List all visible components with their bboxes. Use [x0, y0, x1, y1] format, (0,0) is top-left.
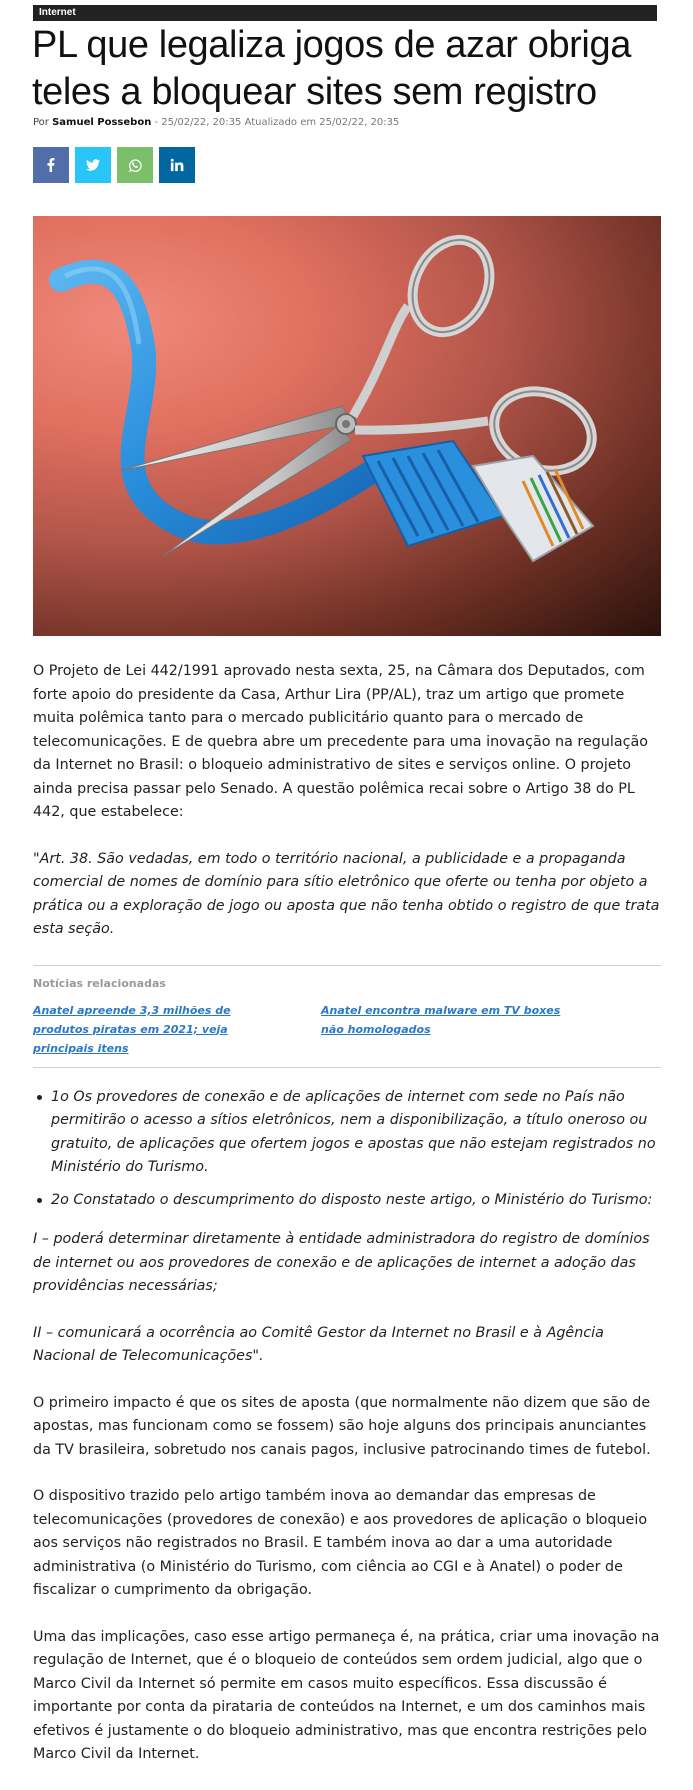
- share-linkedin-button[interactable]: [159, 147, 195, 183]
- whatsapp-icon: [128, 158, 142, 172]
- related-news: [33, 965, 661, 1068]
- category-label[interactable]: Internet: [39, 7, 76, 18]
- related-link-1[interactable]: Anatel apreende 3,3 milhões de produtos piratas em 2021; veja principais itens: [33, 1003, 231, 1055]
- article-meta: [33, 117, 399, 128]
- meta-separator: -: [154, 117, 159, 128]
- published-date: 25/02/22, 20:35: [161, 117, 242, 128]
- scissors-cable-illustration: [33, 216, 661, 636]
- author-link[interactable]: Samuel Possebon: [52, 117, 152, 128]
- hero-image: [33, 216, 661, 636]
- article-body: [33, 660, 661, 1790]
- article-bullets: [33, 1086, 661, 1213]
- share-buttons: [33, 147, 195, 183]
- article-headline: PL que legaliza jogos de azar obriga teles a bloquear sites sem registro: [32, 24, 631, 113]
- paragraph-implications: Uma das implicações, caso esse artigo permaneça é, na prática, criar uma inovação na regulação de Internet, que é o bloqueio de conteúdos sem ordem judicial, algo que o Marco Civil da Internet só permite em casos muito específicos. Essa discussão é importante por conta da pirataria de conteúdos na Internet, e um dos caminhos mais efetivos é justamente o do bloqueio administrativo, mas que encontra restrições pelo Marco Civil da Internet.: [33, 1628, 660, 1762]
- list-item: 1o Os provedores de conexão e de aplicações de internet com sede no País não permitirão o acesso a sítios eletrônicos, nem a disponibilização, a título oneroso ou gratuito, de aplicações que ofertem jogos e apostas que não estejam registrados no Ministério do Turismo.: [51, 1086, 661, 1180]
- related-link-2[interactable]: Anatel encontra malware em TV boxes não homologados: [321, 1003, 561, 1036]
- list-item: 2o Constatado o descumprimento do disposto neste artigo, o Ministério do Turismo:: [51, 1189, 661, 1213]
- related-news-label: Notícias relacionadas: [33, 976, 166, 990]
- paragraph-innovation: O dispositivo trazido pelo artigo também inova ao demandar das empresas de telecomunicações (provedores de conexão) e aos provedores de aplicação o bloqueio aos serviços não registrados no Brasil. E também inova ao dar a uma autoridade administrativa (o Ministério do Turismo, com ciência ao CGI e à Anatel) o poder de fiscalizar o cumprimento da obrigação.: [33, 1488, 648, 1598]
- twitter-icon: [86, 158, 100, 172]
- paragraph-intro: O Projeto de Lei 442/1991 aprovado nesta sexta, 25, na Câmara dos Deputados, com forte apoio do presidente da Casa, Arthur Lira (PP/AL), traz um artigo que promete muita polêmica tanto para o mercado publicitário quanto para o mercado de telecomunicações. E de quebra abre um precedente para uma inovação na regulação da Internet no Brasil: o bloqueio administrativo de sites e serviços online. O projeto ainda precisa passar pelo Senado. A questão polêmica recai sobre o Artigo 38 do PL 442, que estabelece:: [33, 663, 648, 820]
- share-twitter-button[interactable]: [75, 147, 111, 183]
- updated-date: Atualizado em 25/02/22, 20:35: [244, 117, 400, 128]
- category-bar[interactable]: [33, 5, 657, 21]
- linkedin-icon: [170, 158, 184, 172]
- clause-ii: II – comunicará a ocorrência ao Comitê Gestor da Internet no Brasil e à Agência Nacional de Telecomunicações".: [33, 1324, 604, 1364]
- share-whatsapp-button[interactable]: [117, 147, 153, 183]
- paragraph-impact: O primeiro impacto é que os sites de aposta (que normalmente não dizem que são de apostas, mas funcionam como se fossem) são hoje alguns dos principais anunciantes da TV brasileira, sobretudo nos canais pagos, inclusive patrocinando times de futebol.: [33, 1394, 651, 1458]
- facebook-icon: [44, 158, 58, 172]
- share-facebook-button[interactable]: [33, 147, 69, 183]
- by-label: Por: [33, 117, 49, 128]
- clause-i: I – poderá determinar diretamente à entidade administradora do registro de domínios de internet ou aos provedores de conexão e de aplicações de internet a adoção das providências necessárias;: [33, 1231, 650, 1294]
- quote-article-38: "Art. 38. São vedadas, em todo o território nacional, a publicidade e a propaganda comercial de nomes de domínio para sítio eletrônico que oferte ou tenha por objeto a prática ou a exploração de jogo ou aposta que não tenha obtido o registro de que trata esta seção.: [33, 850, 660, 937]
